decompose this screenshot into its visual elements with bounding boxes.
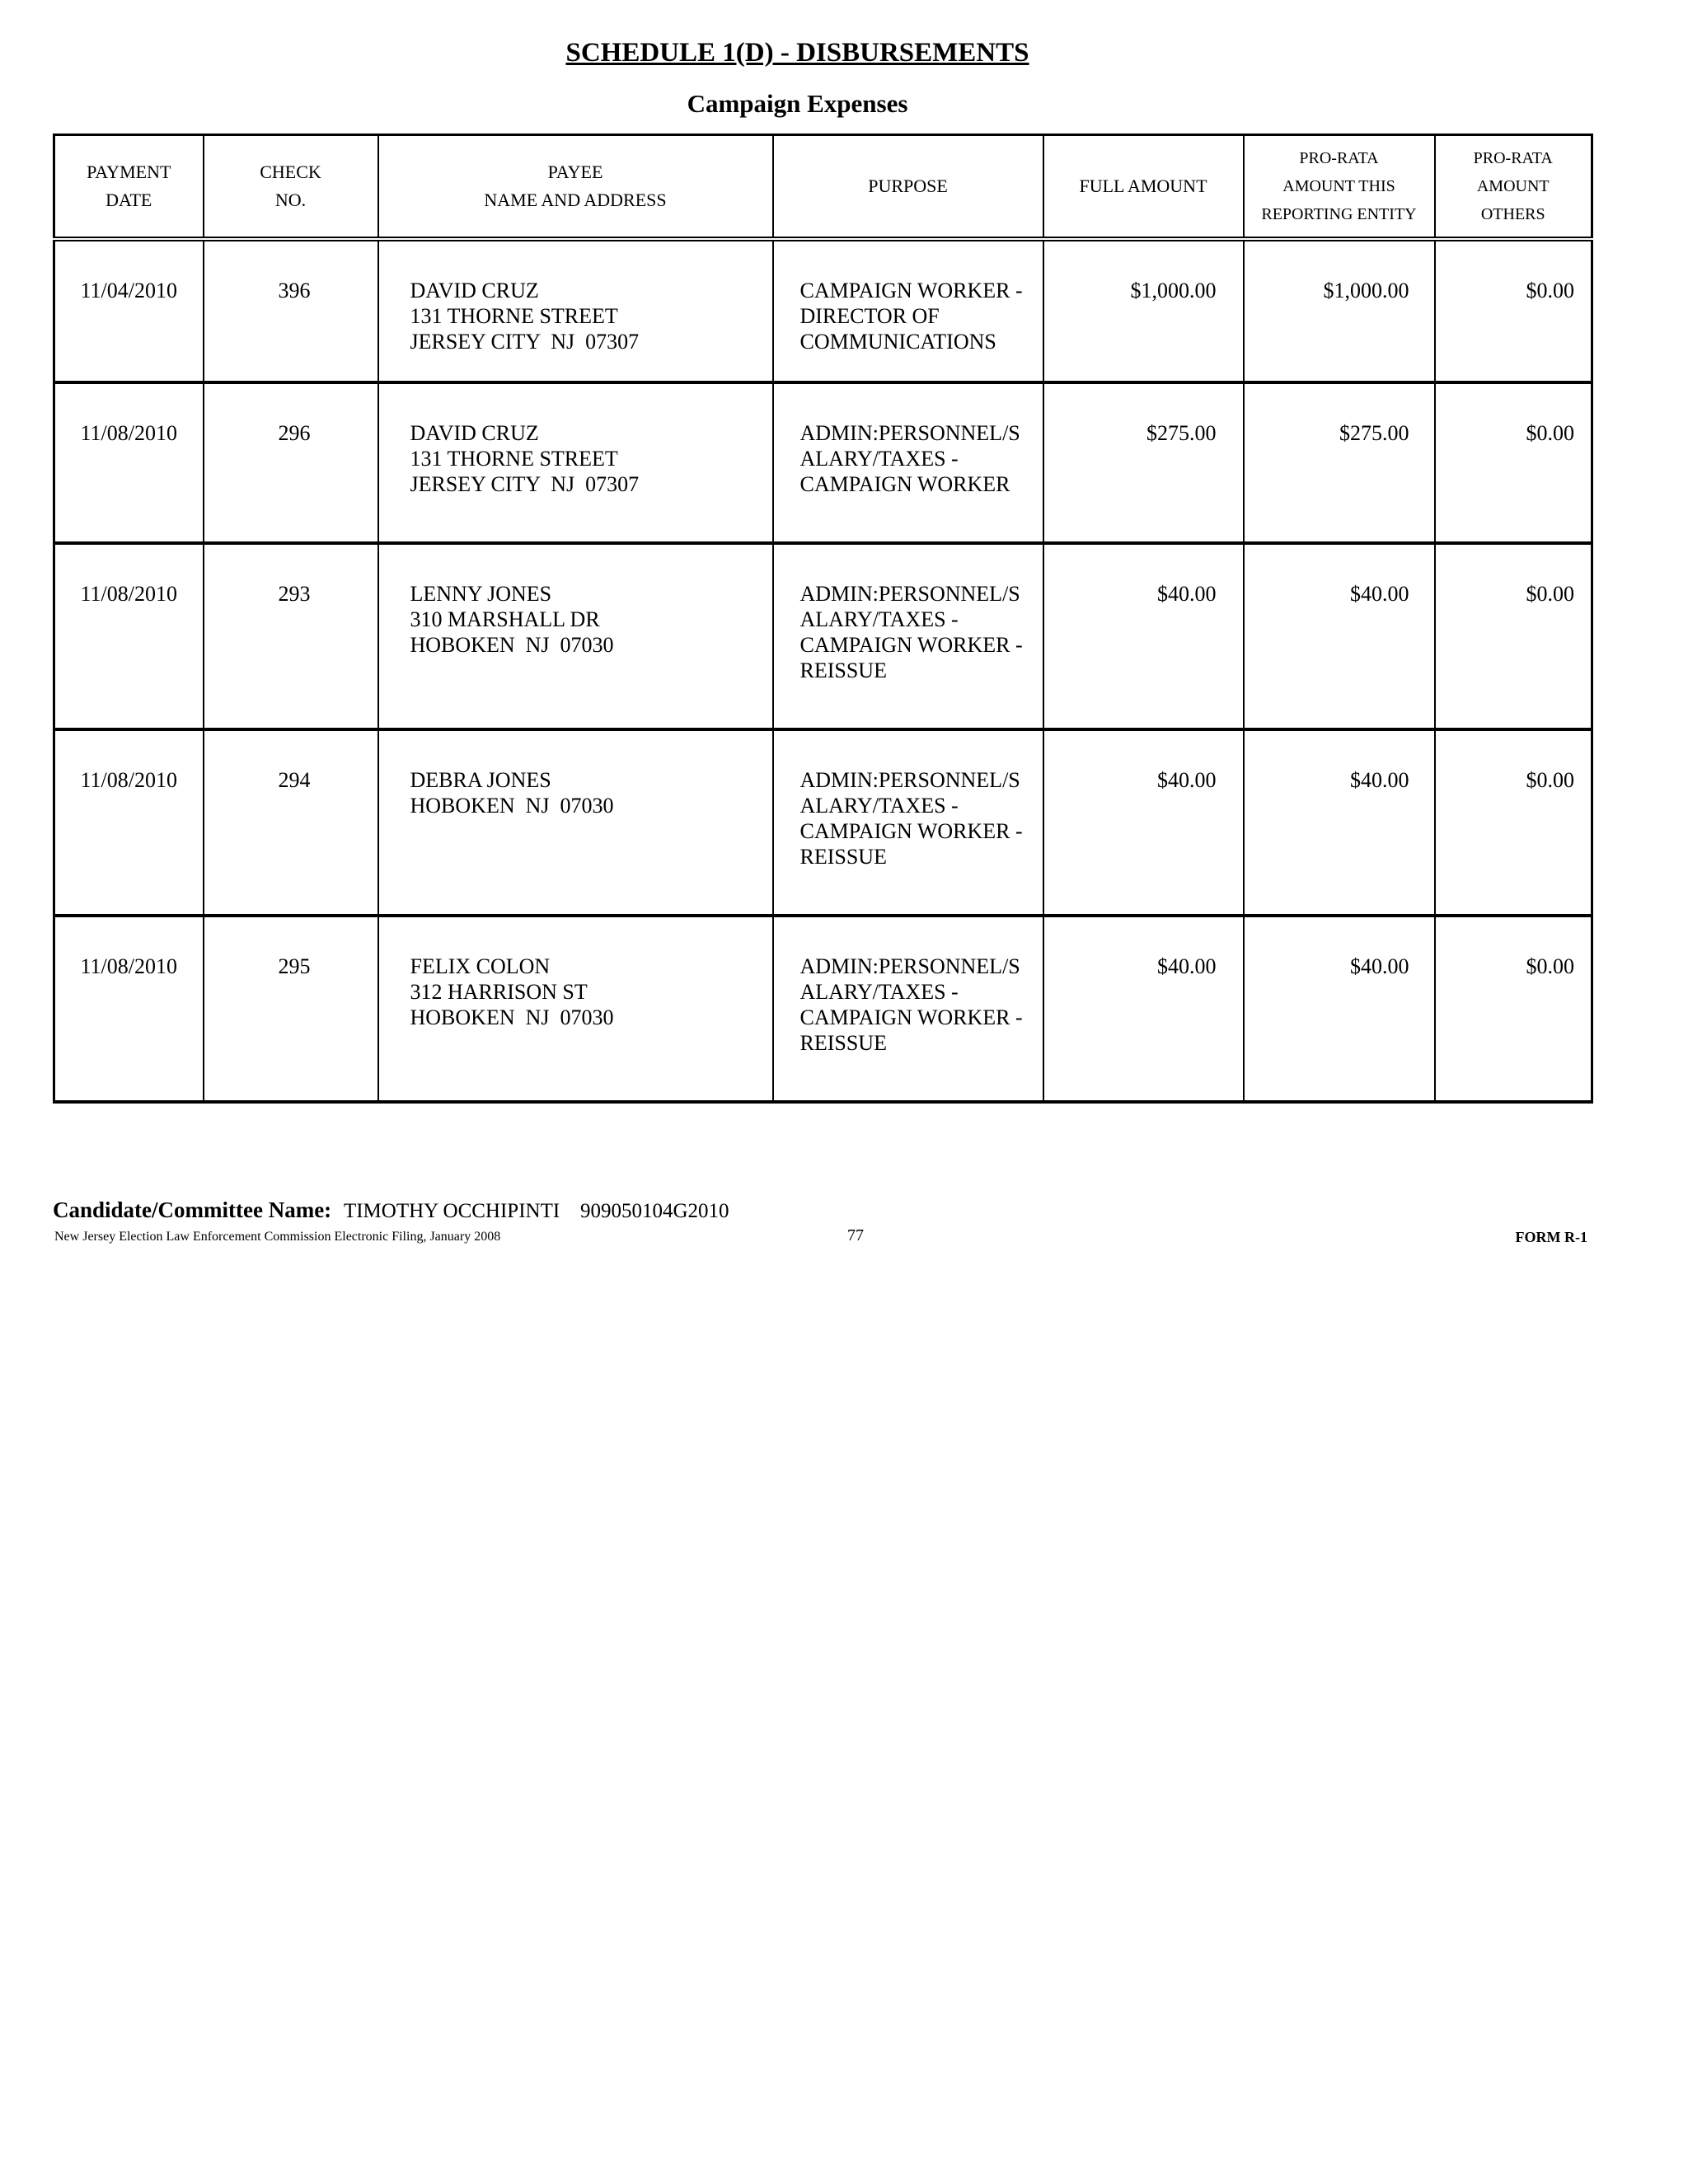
disbursements-table [53, 134, 1593, 1104]
purpose: CAMPAIGN WORKER - DIRECTOR OF COMMUNICATIONS [773, 239, 1043, 382]
page-number: 77 [847, 1226, 864, 1244]
table-row [54, 543, 1592, 729]
full-amount: $275.00 [1043, 382, 1244, 543]
prorata-others-amount: $0.00 [1435, 729, 1592, 916]
header-check-no: CHECK NO. [204, 135, 378, 240]
header-prorata-entity: PRO-RATA AMOUNT THIS REPORTING ENTITY [1244, 135, 1435, 240]
payment-date: 11/08/2010 [54, 382, 204, 543]
table-row [54, 729, 1592, 916]
prorata-others-amount: $0.00 [1435, 543, 1592, 729]
table-row [54, 916, 1592, 1102]
prorata-others-amount: $0.00 [1435, 916, 1592, 1102]
check-number: 295 [204, 916, 378, 1102]
payment-date: 11/04/2010 [54, 239, 204, 382]
prorata-others-amount: $0.00 [1435, 239, 1592, 382]
candidate-committee-value: TIMOTHY OCCHIPINTI [343, 1200, 560, 1222]
full-amount: $40.00 [1043, 729, 1244, 916]
table-row [54, 382, 1592, 543]
candidate-committee-label: Candidate/Committee Name: [53, 1197, 332, 1222]
check-number: 296 [204, 382, 378, 543]
header-prorata-others: PRO-RATA AMOUNT OTHERS [1435, 135, 1592, 240]
payee-name-address: FELIX COLON 312 HARRISON ST HOBOKEN NJ 07030 [378, 916, 773, 1102]
full-amount: $1,000.00 [1043, 239, 1244, 382]
payment-date: 11/08/2010 [54, 729, 204, 916]
check-number: 293 [204, 543, 378, 729]
schedule-subtitle: Campaign Expenses [687, 89, 908, 118]
prorata-entity-amount: $40.00 [1244, 543, 1435, 729]
committee-id: 909050104G2010 [579, 1200, 729, 1222]
prorata-entity-amount: $40.00 [1244, 916, 1435, 1102]
schedule-title: SCHEDULE 1(D) - DISBURSEMENTS [565, 38, 1029, 68]
prorata-entity-amount: $40.00 [1244, 729, 1435, 916]
payee-name-address: LENNY JONES 310 MARSHALL DR HOBOKEN NJ 07030 [378, 543, 773, 729]
prorata-entity-amount: $1,000.00 [1244, 239, 1435, 382]
table-header [54, 135, 1592, 240]
purpose: ADMIN:PERSONNEL/S ALARY/TAXES - CAMPAIGN WORKER [773, 382, 1043, 543]
header-payment-date: PAYMENT DATE [54, 135, 204, 240]
header-full-amount: FULL AMOUNT [1043, 135, 1244, 240]
header-purpose: PURPOSE [773, 135, 1043, 240]
purpose: ADMIN:PERSONNEL/S ALARY/TAXES - CAMPAIGN WORKER - REISSUE [773, 916, 1043, 1102]
payee-name-address: DEBRA JONES HOBOKEN NJ 07030 [378, 729, 773, 916]
purpose: ADMIN:PERSONNEL/S ALARY/TAXES - CAMPAIGN WORKER - REISSUE [773, 729, 1043, 916]
commission-note: New Jersey Election Law Enforcement Commission Electronic Filing, January 2008 [54, 1230, 501, 1244]
check-number: 294 [204, 729, 378, 916]
full-amount: $40.00 [1043, 543, 1244, 729]
full-amount: $40.00 [1043, 916, 1244, 1102]
payment-date: 11/08/2010 [54, 543, 204, 729]
payee-name-address: DAVID CRUZ 131 THORNE STREET JERSEY CITY NJ 07307 [378, 239, 773, 382]
check-number: 396 [204, 239, 378, 382]
prorata-others-amount: $0.00 [1435, 382, 1592, 543]
header-payee: PAYEE NAME AND ADDRESS [378, 135, 773, 240]
payment-date: 11/08/2010 [54, 916, 204, 1102]
table-row [54, 239, 1592, 382]
purpose: ADMIN:PERSONNEL/S ALARY/TAXES - CAMPAIGN WORKER - REISSUE [773, 543, 1043, 729]
payee-name-address: DAVID CRUZ 131 THORNE STREET JERSEY CITY NJ 07307 [378, 382, 773, 543]
form-id: FORM R-1 [1515, 1229, 1587, 1245]
candidate-committee-name [53, 1197, 729, 1223]
prorata-entity-amount: $275.00 [1244, 382, 1435, 543]
